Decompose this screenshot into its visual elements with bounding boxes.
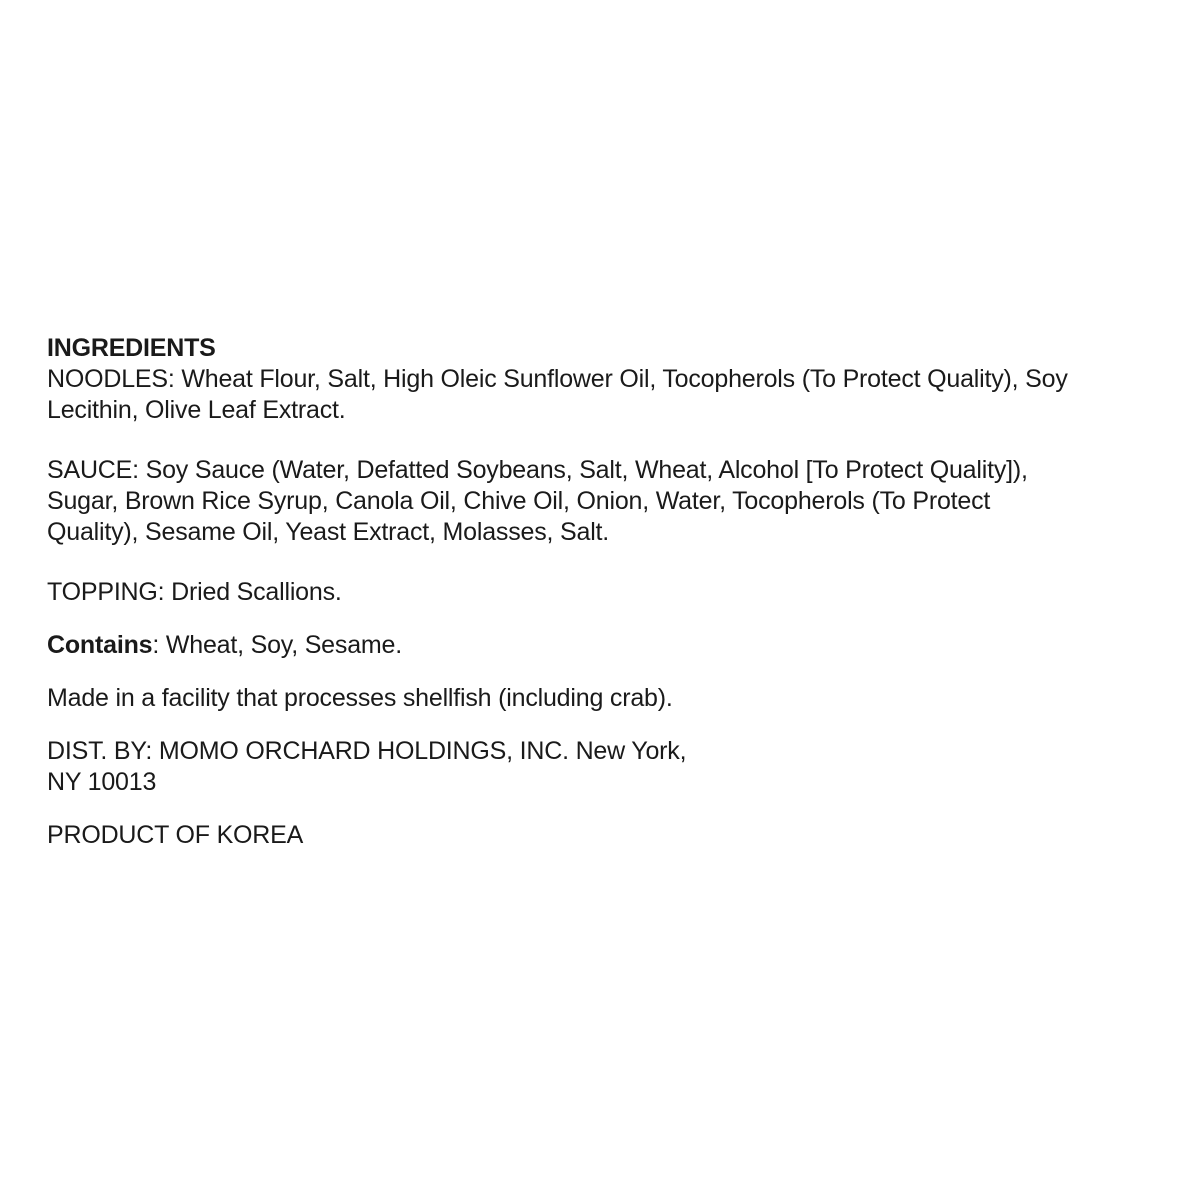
topping-ingredients: TOPPING: Dried Scallions.: [47, 578, 342, 606]
contains-label: Contains: [47, 631, 153, 659]
allergen-statement: [47, 630, 1167, 661]
sauce-ingredients: [47, 455, 1167, 548]
sauce-line-2: Sugar, Brown Rice Syrup, Canola Oil, Chive Oil, Onion, Water, Tocopherols (To Protect: [47, 487, 991, 515]
facility-statement: Made in a facility that processes shellfish (including crab).: [47, 684, 673, 712]
contains-text: : Wheat, Soy, Sesame.: [152, 631, 402, 659]
distributor-line-2: NY 10013: [47, 768, 157, 796]
distributor-info: [47, 736, 1167, 798]
distributor-line-1: DIST. BY: MOMO ORCHARD HOLDINGS, INC. New York,: [47, 737, 687, 765]
noodles-ingredients: [47, 364, 1167, 426]
ingredients-heading: INGREDIENTS: [47, 334, 216, 362]
ingredients-label: [47, 333, 1167, 851]
sauce-line-3: Quality), Sesame Oil, Yeast Extract, Molasses, Salt.: [47, 518, 610, 546]
noodles-line-1: NOODLES: Wheat Flour, Salt, High Oleic Sunflower Oil, Tocopherols (To Protect Quality), Soy: [47, 365, 1068, 393]
noodles-line-2: Lecithin, Olive Leaf Extract.: [47, 396, 346, 424]
country-of-origin: PRODUCT OF KOREA: [47, 821, 304, 849]
sauce-line-1: SAUCE: Soy Sauce (Water, Defatted Soybeans, Salt, Wheat, Alcohol [To Protect Quality]),: [47, 456, 1028, 484]
